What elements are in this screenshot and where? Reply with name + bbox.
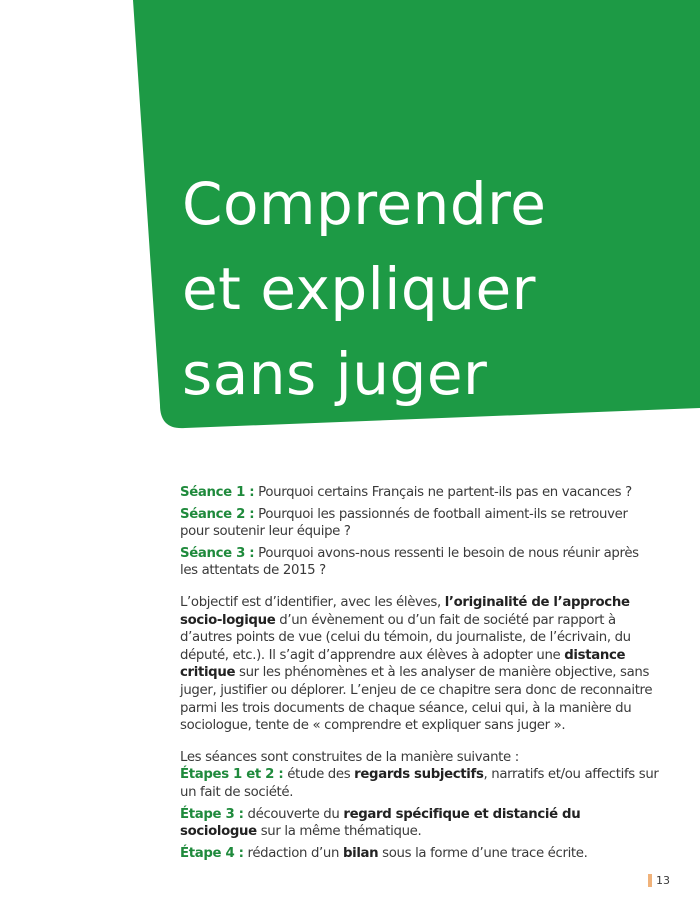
seance-1: [180, 484, 660, 502]
para-bold-2: distance critique: [180, 647, 626, 681]
etape-4-bold: bilan: [342, 845, 379, 861]
page-number-marker: [648, 874, 652, 887]
para-bold-1: l’originalité de l’approche socio-logique: [180, 594, 630, 628]
etape-3: [180, 806, 660, 841]
para-text-1: L’objectif est d’identifier, avec les élèves,: [180, 594, 445, 610]
etape-3-text-2: sur la même thématique.: [256, 824, 422, 840]
etapes-1-2: [180, 766, 660, 801]
etapes-1-2-text-2: , narratifs et/ou affectifs sur un fait de société.: [180, 767, 659, 800]
title-line-1: Comprendre: [182, 170, 547, 238]
etape-3-bold: regard spécifique et distancié du sociologue: [180, 806, 581, 840]
content-body: [180, 484, 660, 862]
para-text-2: d’un évènement ou d’un fait de société par rapport à d’autres points de vue (celui du témoin, du journaliste, de l’écrivain, du député, etc.). Il s’agit d’apprendre aux élèves à adopter une: [180, 612, 631, 663]
page-number: [648, 874, 670, 888]
etape-4-text-1: rédaction d’un: [243, 845, 343, 861]
etapes-1-2-text-1: étude des: [283, 767, 355, 783]
etapes-1-2-bold: regards subjectifs: [354, 767, 484, 783]
etape-4-text-2: sous la forme d’une trace écrite.: [378, 845, 588, 861]
title-line-3: sans juger: [182, 340, 488, 408]
seance-2: [180, 506, 660, 541]
etape-4: [180, 845, 660, 863]
seance-1-text: Pourquoi certains Français ne partent-ils pas en vacances ?: [254, 485, 632, 500]
seance-3-text: Pourquoi avons-nous ressenti le besoin de nous réunir après les attentats de 2015 ?: [180, 545, 639, 579]
seance-3: [180, 545, 660, 580]
construction-intro: Les séances sont construites de la manière suivante :: [180, 749, 519, 765]
objective-paragraph: [180, 594, 660, 735]
etape-3-text-1: découverte du: [243, 806, 344, 822]
etape-4-label: Étape 4 :: [180, 845, 244, 861]
page-title: [182, 162, 662, 417]
seance-1-label: Séance 1 :: [180, 485, 255, 500]
seance-3-label: Séance 3 :: [180, 545, 255, 561]
para-text-3: sur les phénomènes et à les analyser de manière objective, sans juger, justifier ou déplorer. L’enjeu de ce chapitre sera donc de reconnaitre parmi les trois documents de chaque séance, celui qui, à la manière du sociologue, tente de « comprendre et expliquer sans juger ».: [180, 665, 653, 734]
etapes-1-2-label: Étapes 1 et 2 :: [180, 767, 284, 783]
page-number-text: 13: [656, 874, 670, 887]
seance-2-text: Pourquoi les passionnés de football aiment-ils se retrouver pour soutenir leur équipe ?: [180, 506, 628, 540]
seance-2-label: Séance 2 :: [180, 506, 255, 522]
etape-3-label: Étape 3 :: [180, 806, 244, 822]
title-line-2: et expliquer: [182, 255, 536, 323]
